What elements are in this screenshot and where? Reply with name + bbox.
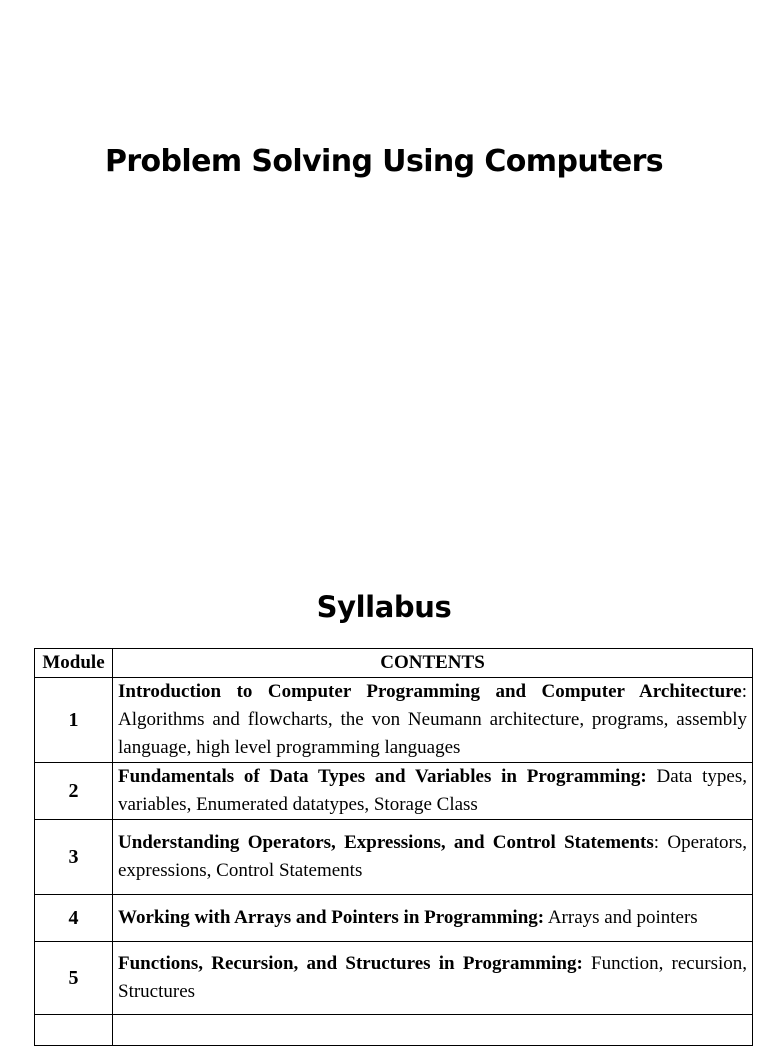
column-header-contents: CONTENTS — [113, 649, 753, 678]
module-number: 2 — [35, 763, 113, 820]
module-contents — [113, 820, 753, 895]
topic-separator: : — [653, 832, 660, 853]
module-details: Algorithms and flowcharts, the von Neumann architecture, programs, assembly language, high level programming languages — [118, 709, 747, 758]
table-row — [35, 763, 753, 820]
module-topic: Fundamentals of Data Types and Variables in Programming: — [118, 766, 647, 787]
section-heading: Syllabus — [316, 590, 452, 624]
table-row-partial — [35, 1015, 753, 1046]
module-number-empty — [35, 1015, 113, 1046]
module-number: 5 — [35, 942, 113, 1015]
column-header-module: Module — [35, 649, 113, 678]
module-details: Operators, expressions, Control Statements — [118, 832, 748, 881]
module-topic: Functions, Recursion, and Structures in Programming: — [118, 953, 583, 974]
table-row — [35, 942, 753, 1015]
syllabus-table — [34, 648, 753, 1046]
slide-title: Problem Solving Using Computers — [104, 144, 664, 179]
module-contents — [113, 942, 753, 1015]
table-row — [35, 678, 753, 763]
module-topic: Understanding Operators, Expressions, and Control Statements — [118, 832, 654, 853]
module-number: 4 — [35, 895, 113, 942]
module-number: 1 — [35, 678, 113, 763]
module-details: Data types, variables, Enumerated datatypes, Storage Class — [118, 766, 747, 815]
table-row — [35, 820, 753, 895]
module-contents — [113, 895, 753, 942]
module-contents — [113, 763, 753, 820]
module-topic: Working with Arrays and Pointers in Programming: — [118, 907, 545, 928]
module-number: 3 — [35, 820, 113, 895]
table-header-row — [35, 649, 753, 678]
topic-separator: : — [741, 681, 747, 702]
table-row — [35, 895, 753, 942]
module-contents — [113, 678, 753, 763]
module-contents-empty — [113, 1015, 753, 1046]
module-details: Function, recursion, Structures — [118, 953, 747, 1002]
module-details: Arrays and pointers — [547, 907, 698, 928]
module-topic: Introduction to Computer Programming and Computer Architecture — [118, 681, 742, 702]
